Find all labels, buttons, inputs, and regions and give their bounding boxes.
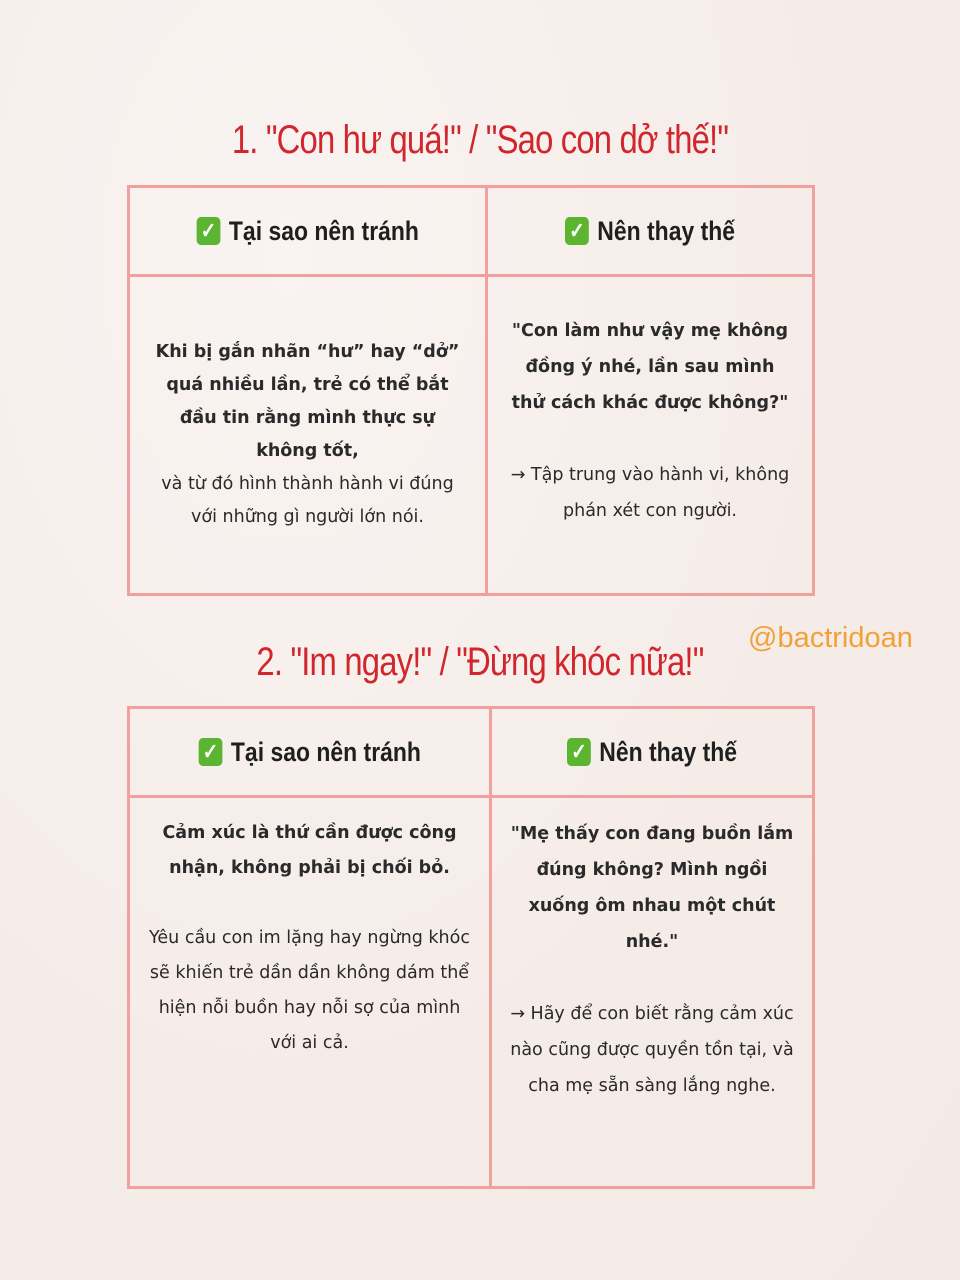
- right-quote-text: "Mẹ thấy con đang buồn lắm đúng không? Mình ngồi xuống ôm nhau một chút nhé.": [510, 824, 794, 952]
- section-1-title: 1. "Con hư quá!" / "Sao con dở thế!": [231, 118, 729, 162]
- left-regular-text: Yêu cầu con im lặng hay ngừng khóc sẽ khiến trẻ dần dần không dám thể hiện nỗi buồn hay nỗi sợ của mình với ai cả.: [149, 928, 470, 1053]
- left-regular-text: và từ đó hình thành hành vi đúng với những gì người lớn nói.: [161, 474, 454, 527]
- section-2-right-body: [492, 798, 812, 1186]
- check-mark-icon: ✓: [198, 738, 222, 766]
- section-2-left-body: [130, 798, 492, 1186]
- section-2-right-header: [492, 709, 812, 798]
- check-mark-icon: ✓: [196, 217, 220, 245]
- right-note-text: → Hãy để con biết rằng cảm xúc nào cũng được quyền tồn tại, và cha mẹ sẵn sàng lắng nghe.: [510, 1004, 794, 1096]
- right-header-label: Nên thay thế: [599, 736, 738, 767]
- right-note-text: → Tập trung vào hành vi, không phán xét con người.: [510, 465, 790, 521]
- right-header-label: Nên thay thế: [597, 215, 736, 246]
- section-2-table: [127, 706, 815, 1189]
- left-bold-text: Khi bị gắn nhãn “hư” hay “dở” quá nhiều lần, trẻ có thể bắt đầu tin rằng mình thực sự không tốt,: [155, 342, 460, 461]
- left-header-label: Tại sao nên tránh: [228, 215, 419, 246]
- section-1-left-header: [130, 188, 488, 277]
- section-1-right-body: [488, 277, 812, 593]
- left-bold-text: Cảm xúc là thứ cần được công nhận, không phải bị chối bỏ.: [162, 823, 457, 878]
- left-header-label: Tại sao nên tránh: [230, 736, 421, 767]
- right-quote-text: "Con làm như vậy mẹ không đồng ý nhé, lần sau mình thử cách khác được không?": [511, 321, 789, 413]
- check-mark-icon: ✓: [565, 217, 589, 245]
- section-1-left-body: [130, 277, 488, 593]
- check-mark-icon: ✓: [567, 738, 591, 766]
- section-2-title: 2. "Im ngay!" / "Đừng khóc nữa!": [256, 640, 704, 684]
- section-1-right-header: [488, 188, 812, 277]
- watermark-handle: @bactridoan: [748, 622, 913, 654]
- section-2-left-header: [130, 709, 492, 798]
- section-1-table: [127, 185, 815, 596]
